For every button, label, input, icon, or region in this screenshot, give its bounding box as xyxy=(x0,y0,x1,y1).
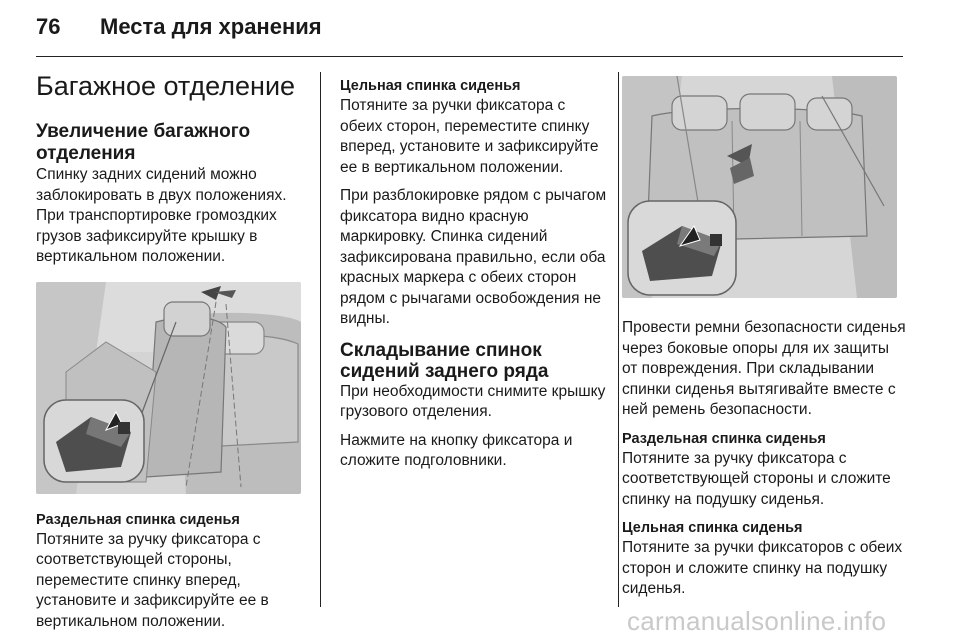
solid-backrest-heading: Цельная спинка сиденья xyxy=(340,78,521,94)
seat-folding-illustration xyxy=(622,76,897,298)
intro-paragraph: Спинку задних сидений можно заблокировать в двух положениях. При транспортировке громоздких грузов зафиксируйте крышку в вертикальном положении. xyxy=(36,166,287,265)
chapter-title: Места для хранения xyxy=(100,14,322,39)
header-rule xyxy=(36,56,903,57)
split-backrest-heading: Раздельная спинка сиденья xyxy=(36,511,240,528)
column-1 xyxy=(36,70,306,640)
page-header xyxy=(36,14,322,40)
unlock-indicator-text: При разблокировке рядом с рычагом фиксатора видно красную маркировку. Спинка сидений зафиксирована правильно, если оба красных маркера с обеих сторон рядом с рычагами освобождения не видны. xyxy=(340,187,607,327)
split-backrest-fold-text: Потяните за ручку фиксатора с соответствующей стороны и сложите спинку на подушку сиденья. xyxy=(622,449,891,508)
split-backrest-heading-2: Раздельная спинка сиденья xyxy=(622,430,826,447)
column-divider-2 xyxy=(618,72,619,607)
folding-text-1: При необходимости снимите крышку грузового отделения. xyxy=(340,382,606,420)
split-backrest-text: Потяните за ручку фиксатора с соответствующей стороны, переместите спинку вперед, установите и зафиксируйте ее в вертикальном положении. xyxy=(36,530,269,630)
folding-text-2: Нажмите на кнопку фиксатора и сложите подголовники. xyxy=(340,431,573,469)
solid-backrest-text: Потяните за ручки фиксатора с обеих сторон, переместите спинку вперед, установите и зафиксируйте ее в вертикальном положении. xyxy=(340,97,599,176)
watermark: carmanualsonline.info xyxy=(627,606,887,636)
column-2 xyxy=(340,76,608,480)
solid-backrest-fold-text: Потяните за ручки фиксаторов с обеих сторон и сложите спинку на подушку сиденья. xyxy=(622,539,903,597)
column-divider-1 xyxy=(320,72,321,607)
seatbelt-text: Провести ремни безопасности сиденья через боковые опоры для их защиты от повреждения. При складывании спинки сиденья вытягивайте вместе с ней ремень безопасности. xyxy=(622,319,906,418)
page-number: 76 xyxy=(36,14,61,39)
subsection-title: Увеличение багажного отделения xyxy=(36,121,251,164)
section-title: Багажное отделение xyxy=(36,71,296,101)
folding-title: Складывание спинок сидений заднего ряда xyxy=(340,339,549,382)
column-3 xyxy=(622,76,907,608)
solid-backrest-heading-2: Цельная спинка сиденья xyxy=(622,520,803,536)
seat-latch-illustration xyxy=(36,282,301,494)
